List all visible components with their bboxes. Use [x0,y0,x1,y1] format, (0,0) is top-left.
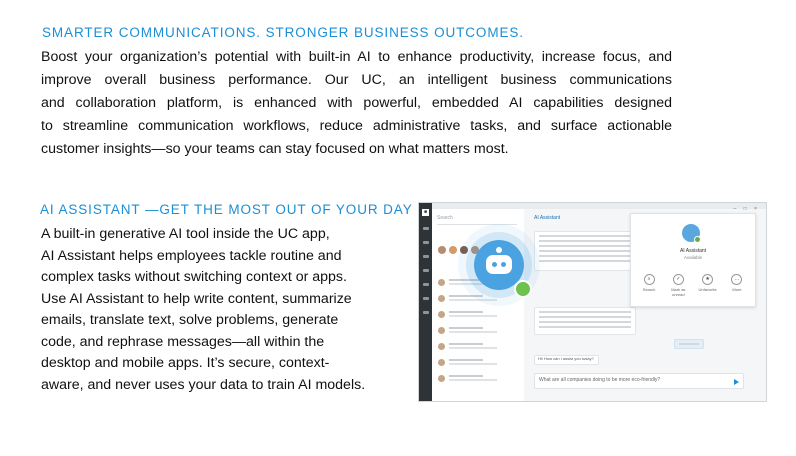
intro-line: improve overall business performance. Our UC, an intelligent business communications [41,72,672,88]
app-logo-icon: ■ [423,209,428,215]
body-line: aware, and never uses your data to train AI models. [41,376,366,393]
body-line: Use AI Assistant to help write content, summarize [41,290,352,307]
chat-title: AI Assistant [534,215,561,221]
intro-line: customer insights—so your teams can stay focused on what matters most. [41,141,509,157]
list-item [438,375,518,385]
search-icon: ⌕ [644,274,655,285]
avatar [438,246,446,254]
card-name: AI Assistant [679,248,707,254]
list-item [438,343,518,353]
body-line: code, and rephrase messages—all within the [41,333,325,350]
body-line: AI Assistant helps employees tackle routine and [41,247,342,264]
message-bubble [674,339,704,349]
star-icon: ★ [702,274,713,285]
conversation-list [432,209,524,401]
body-line: desktop and mobile apps. It’s secure, context- [41,355,330,371]
section-heading-ai-assistant: AI ASSISTANT —GET THE MOST OUT OF YOUR DAY [40,202,413,217]
avatar [449,246,457,254]
message-input-text: What are all companies doing to be more eco-friendly? [539,377,661,383]
contact-card [630,213,756,307]
intro-line: and collaboration platform, is enhanced with powerful, embedded AI capabilities designed [41,95,672,111]
nav-icon [423,255,429,258]
ai-assistant-avatar [682,224,700,242]
nav-icon [423,297,429,300]
body-line: complex tasks without switching context or apps. [41,269,347,285]
message-input[interactable] [534,373,744,389]
intro-line: Boost your organization’s potential with built-in AI to enhance productivity, increase focus, and [41,49,672,65]
search-action[interactable]: ⌕ Search [642,276,656,292]
list-item [438,359,518,369]
app-nav-rail [419,203,432,401]
unfavorite-action[interactable]: ★ Unfavorite [698,276,717,292]
mark-unread-action[interactable]: ✓ Mark as unread [671,276,686,297]
nav-icon [423,311,429,314]
window-controls: – □ × [733,206,760,212]
nav-icon [423,283,429,286]
nav-icon [423,269,429,272]
card-status: Available [683,255,703,260]
more-action[interactable]: … More [732,276,742,292]
list-item [438,327,518,337]
message-bubble [534,307,636,335]
message-bubble [534,231,636,271]
more-icon: … [731,274,742,285]
ai-assistant-paragraph [41,224,401,396]
online-status-icon [514,280,532,298]
check-icon: ✓ [673,274,684,285]
section-heading-smarter-communications: SMARTER COMMUNICATIONS. STRONGER BUSINESS OUTCOMES. [42,25,524,40]
body-line: emails, translate text, solve problems, generate [41,312,339,328]
body-line: A built-in generative AI tool inside the UC app, [41,226,330,242]
search-input: Search [437,215,517,225]
send-icon[interactable] [734,379,739,385]
intro-paragraph [41,46,672,161]
nav-icon [423,241,429,244]
list-item [438,295,518,305]
avatar [460,246,468,254]
intro-line: to streamline communication workflows, reduce administrative tasks, and surface actionable [41,118,672,134]
app-screenshot [418,202,767,402]
nav-icon [423,227,429,230]
list-item [438,311,518,321]
card-actions [637,274,749,297]
ai-assistant-bot-icon [474,240,524,290]
message-bubble: Hi! How can I assist you today? [534,355,599,365]
